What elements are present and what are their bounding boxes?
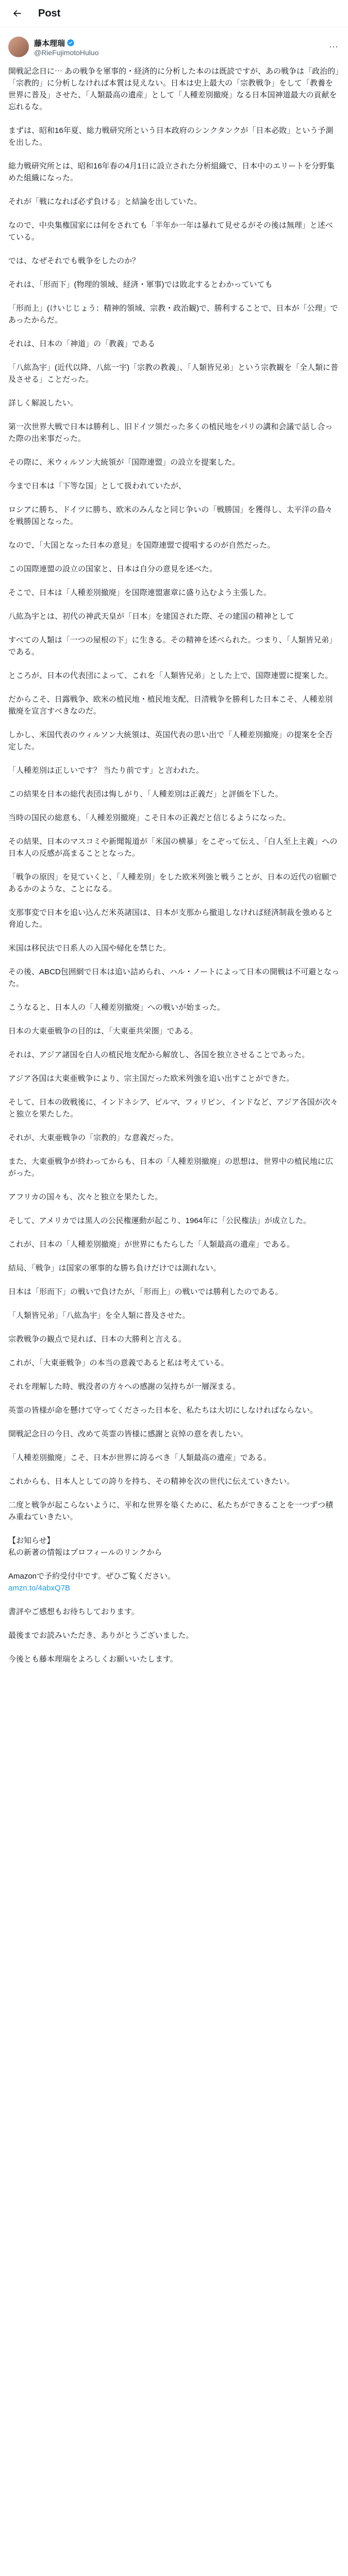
display-name[interactable]: 藤本理瑞 xyxy=(34,39,65,48)
more-options-icon[interactable]: ⋯ xyxy=(329,41,338,52)
page-title: Post xyxy=(38,8,61,19)
amazon-link[interactable]: amzn.to/4abxQ7B xyxy=(8,1584,71,1592)
back-button[interactable] xyxy=(8,5,26,22)
arrow-left-icon xyxy=(12,8,22,19)
tweet-text: 開戦記念日に⋯ あの戦争を軍事的・経済的に分析した本のは既読ですが、あの戦争は「政治的」「宗教的」に分析しなければ本質は見えない。日本は史上最大の「宗教戦争」をして「教養を世界に普及」させた、「人類最高の遺産」として「人種差別撤廃」なる日本国神道最大の貢献を忘れるな。 まずは、昭和16年夏、総力戦研究所という日本政府のシンクタンクが「日本必敗」という予測を出した。 総力戦研究所とは、昭和16年春の4月1日に設立された分析組織で、日本中のエリートを分野集めた組織になった。 それが「戦になれば必ず負ける」と結論を出していた。 なので、中央集権国家には何をされても「半年か一年は暴れて見せるがその後は無理」と述べている。 では、なぜそれでも戦争をしたのか？ それは、「形而下」(物理的領域、経済・軍事)では敗北するとわかっていても 「形而上」(けいじじょう：精神的領域、宗教・政治観)で、勝利することで、日本が「公理」であったからだ。 それは、日本の「神道」の「教義」である 「八紘為宇」(近代以降、八紘一宇)「宗教の教義」、「人類皆兄弟」という宗教観を「全人類に普及させる」ことだった。 詳しく解説したい。 第一次世界大戦で日本は勝利し、旧ドイツ領だった多くの植民地をパリの講和会議で話し合った際の出来事だった。 その際に、米ウィルソン大統領が「国際連盟」の設立を提案した。 今まで日本は「下等な国」として扱われていたが、 ロシアに勝ち、ドイツに勝ち、欧米のみんなと同じ争いの「戦勝国」を獲得し、太平洋の島々を戦勝国となった。 なので、「大国となった日本の意見」を国際連盟で提唱するのが自然だった。 この国際連盟の設立の国家と、日本は自分の意見を述べた。 そこで、日本は「人種差別撤廃」を国際連盟憲章に盛り込むよう主張した。 八紘為宇とは、初代の神武天皇が「日本」を建国された際、その建国の精神として すべての人類は「一つの屋根の下」に生きる。その精神を述べられた。つまり、「人類皆兄弟」である。 ところが、日本の代表団によって、これを「人類皆兄弟」とした上で、国際連盟に提案した。 だからこそ、日露戦争、欧米の植民地・植民地支配、日清戦争を勝利した日本こそ、人種差別撤廃を宣言すべきなのだ。 しかし、米国代表のウィルソン大統領は、英国代表の思い出で「人種差別撤廃」の提案を全否定した。 「人種差別は正しいです？ 当たり前です」と言われた。 この結果を日本の総代表団は悔しがり、「人種差別は正義だ」と評価を下した。 当時の国民の総意も、「人種差別撤廃」こそ日本の正義だと信じるようになった。 その結果、日本のマスコミや新聞報道が「米国の横暴」をこぞって伝え、「白人至上主義」への日本人の反感が高まることとなった。 「戦争の原因」を見ていくと、「人種差別」をした欧米列強と戦うことが、日本の近代の宿願であるかのような、ことになる。 支那事変で日本を追い込んだ米英諸国は、日本が支那から撤退しなければ経済制裁を強めると脅迫した。 米国は移民法で日系人の入国や帰化を禁じた。 その後、ABCD包囲網で日本は追い詰められ、ハル・ノートによって日本の開戦は不可避となった。 こうなると、日本人の「人種差別撤廃」への戦いが始まった。 日本の大東亜戦争の目的は、「大東亜共栄圏」である。 それは、アジア諸国を白人の植民地支配から解放し、各国を独立させることであった。 アジア各国は大東亜戦争により、宗主国だった欧米列強を追い出すことができた。 そして、日本の敗戦後に、インドネシア、ビルマ、フィリピン、インドなど、アジア各国が次々と独立を果たした。 それが、大東亜戦争の「宗教的」な意義だった。 また、大東亜戦争が終わってからも、日本の「人種差別撤廃」の思想は、世界中の植民地に広がった。 アフリカの国々も、次々と独立を果たした。 そして、アメリカでは黒人の公民権運動が起こり、1964年に「公民権法」が成立した。 これが、日本の「人種差別撤廃」が世界にもたらした「人類最高の遺産」である。 結局、「戦争」は国家の軍事的な勝ち負けだけでは測れない。 日本は「形而下」の戦いで負けたが、「形而上」の戦いでは勝利したのである。 「人類皆兄弟」「八紘為宇」を全人類に普及させた。 宗教戦争の観点で見れば、日本の大勝利と言える。 これが、「大東亜戦争」の本当の意義であると私は考えている。 それを理解した時、戦没者の方々への感謝の気持ちが一層深まる。 英霊の皆様が命を懸けて守ってくださった日本を、私たちは大切にしなければならない。 開戦記念日の今日、改めて英霊の皆様に感謝と哀悼の意を表したい。 「人種差別撤廃」こそ、日本が世界に誇るべき「人類最高の遺産」である。 これからも、日本人としての誇りを持ち、その精神を次の世代に伝えていきたい。 二度と戦争が起こらないように、平和な世界を築くために、私たちができることを一つずつ積み重ねていきたい。 【お知らせ】 私の新著の情報はプロフィールのリンクから Amazonで予約受付中です。ぜひご覧ください。 amzn.to/4abxQ7B 書評やご感想もお待ちしております。 最後までお読みいただき、ありがとうございました。 今後とも藤本理瑞をよろしくお願いいたします。 xyxy=(8,67,340,1664)
verified-badge-icon xyxy=(67,39,75,47)
top-bar xyxy=(0,0,348,27)
author-row xyxy=(0,27,348,60)
author-names xyxy=(34,38,327,57)
avatar[interactable] xyxy=(8,37,29,57)
handle[interactable]: @RieFujimotoHuluo xyxy=(34,48,99,57)
